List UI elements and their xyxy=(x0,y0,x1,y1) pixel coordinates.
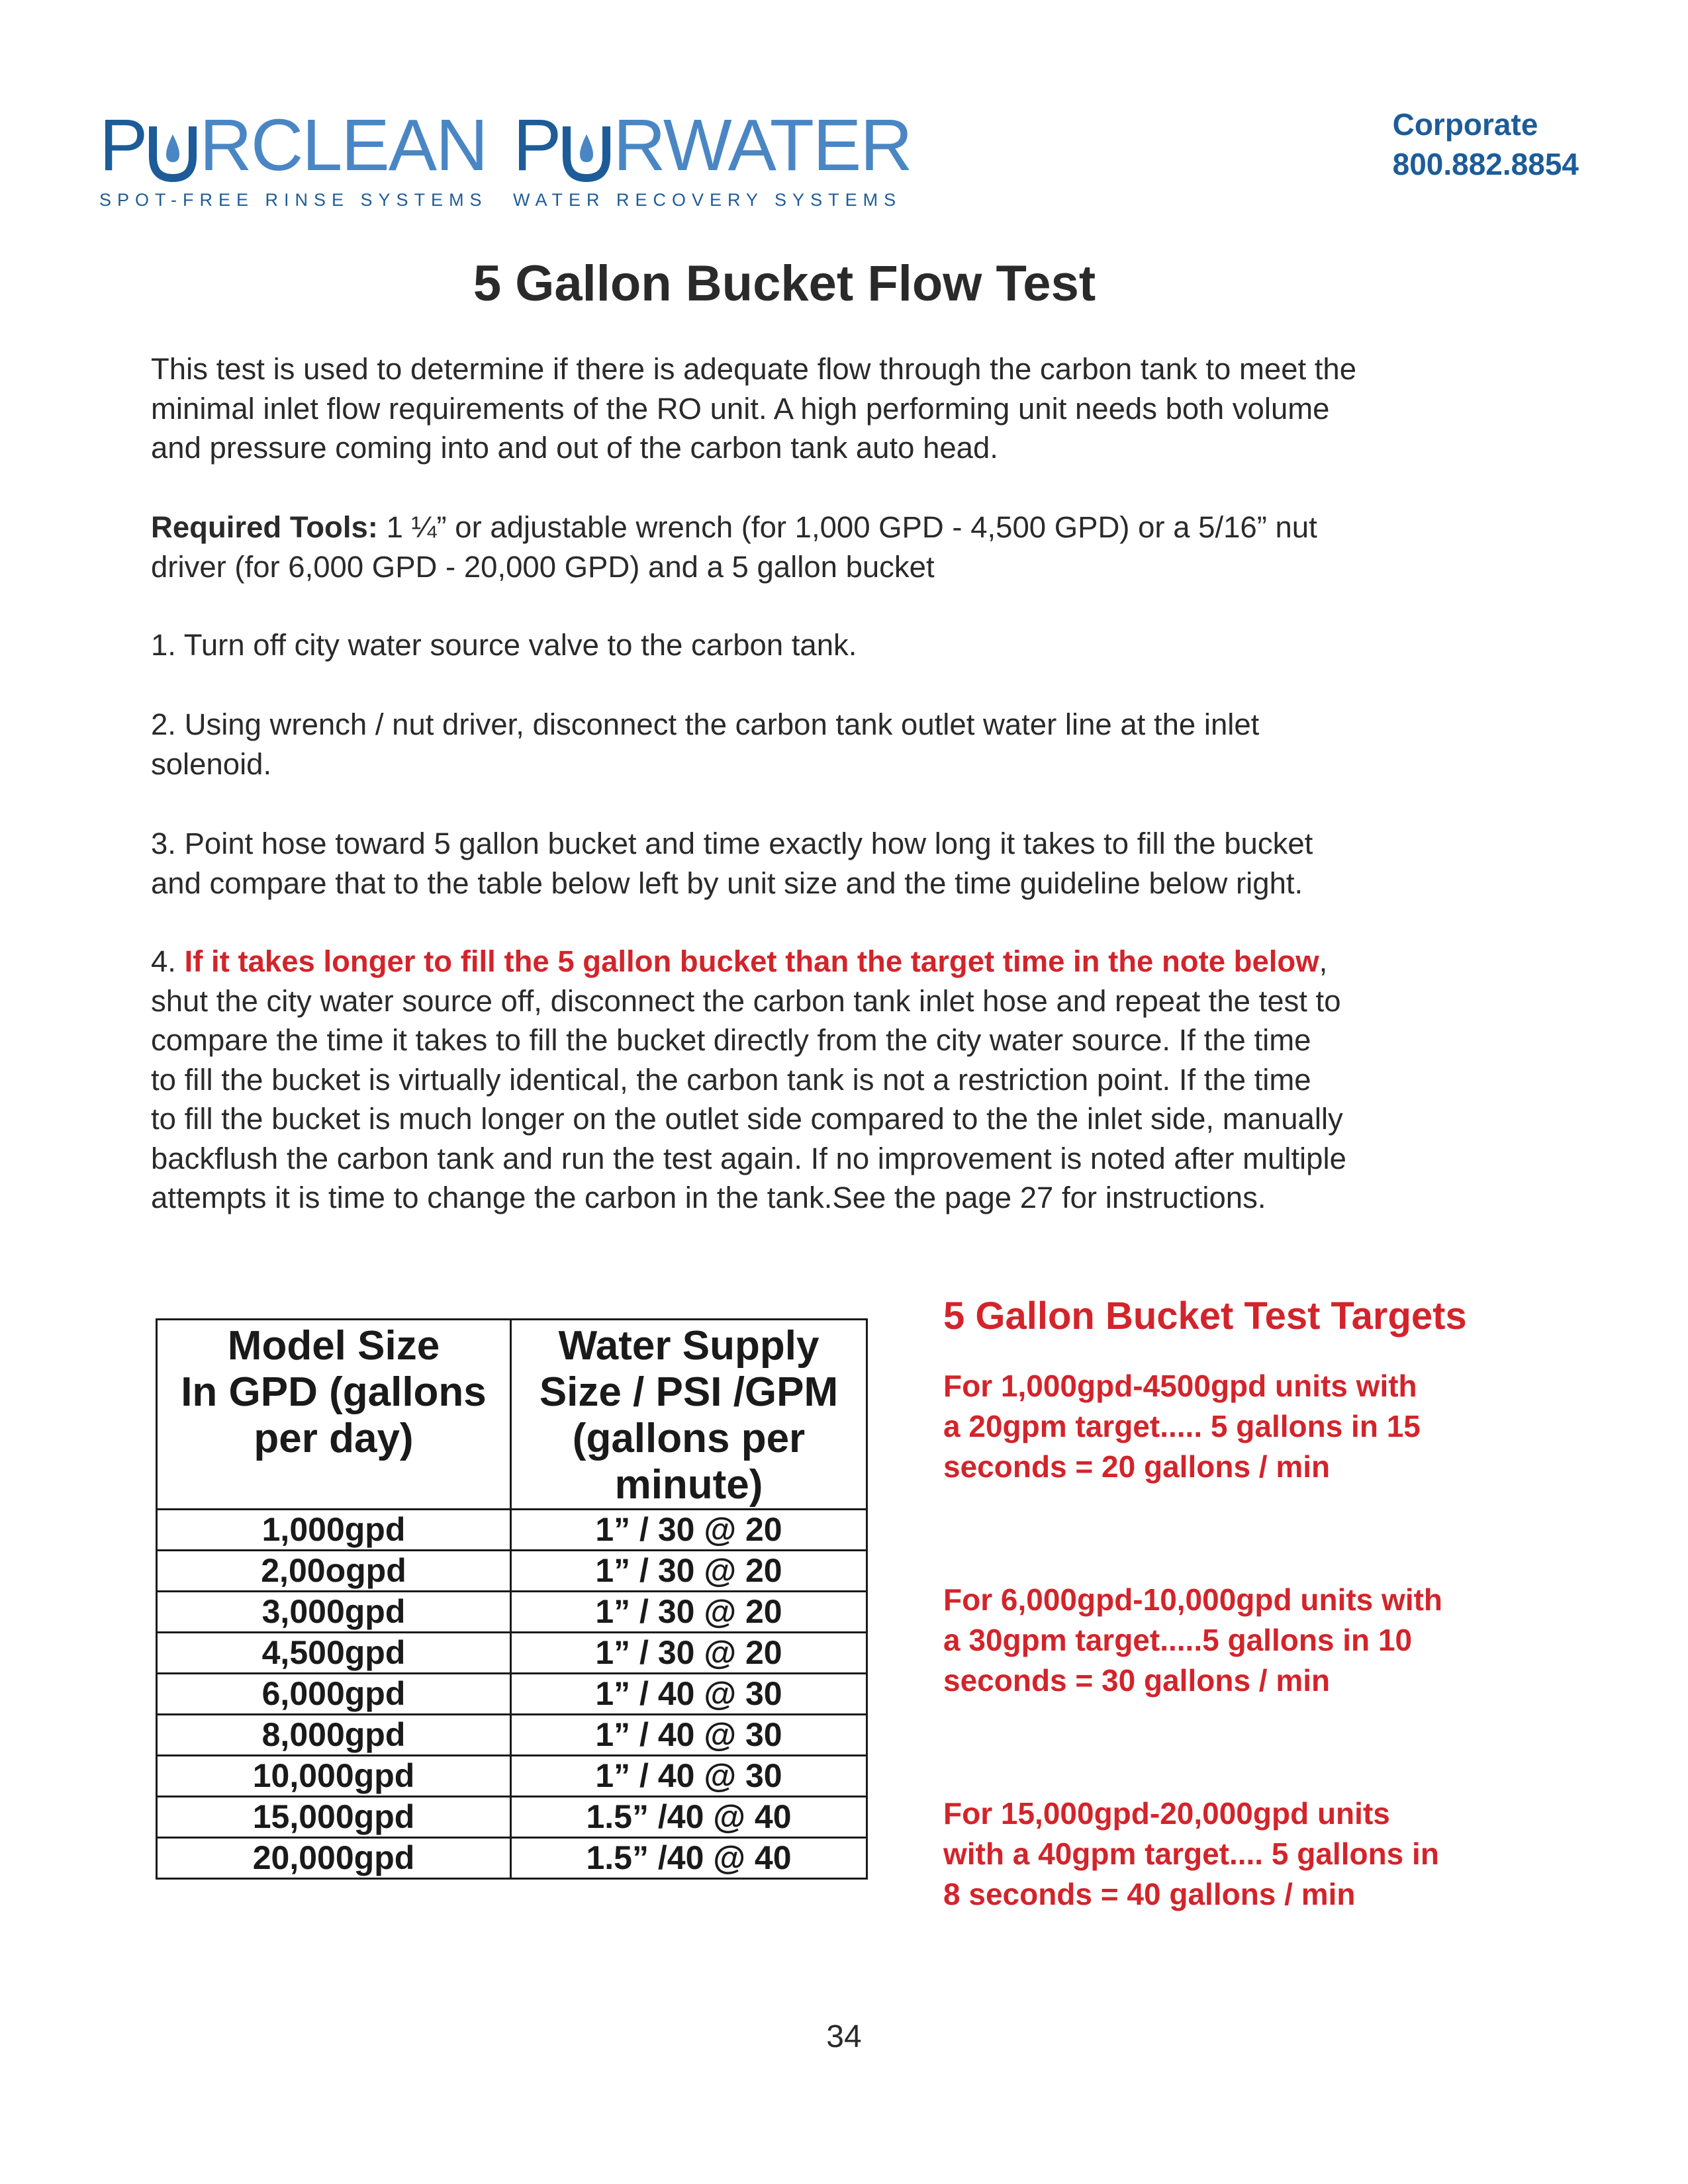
target-line: For 15,000gpd-20,000gpd units xyxy=(943,1796,1390,1831)
step-4-line: compare the time it takes to fill the bucket directly from the city water source. If the time xyxy=(151,1023,1311,1057)
water-supply-header xyxy=(511,1320,867,1510)
targets-heading: 5 Gallon Bucket Test Targets xyxy=(943,1295,1467,1338)
page-number: 34 xyxy=(826,2019,862,2054)
header-line: In GPD (gallons xyxy=(181,1369,487,1415)
model-cell: 2,00ogpd xyxy=(157,1551,511,1592)
step-4-line: shut the city water source off, disconnect the carbon tank inlet hose and repeat the test to xyxy=(151,983,1341,1018)
water-drop-u-icon xyxy=(563,122,610,182)
step-4-line: to fill the bucket is much longer on the outlet side compared to the the inlet side, manually xyxy=(151,1102,1343,1136)
required-tools-label: Required Tools: xyxy=(151,510,378,544)
model-cell: 1,000gpd xyxy=(157,1510,511,1551)
table-row xyxy=(157,1633,867,1674)
model-cell: 20,000gpd xyxy=(157,1838,511,1879)
step-4-line: to fill the bucket is virtually identical, the carbon tank is not a restriction point. If the time xyxy=(151,1062,1311,1097)
header-line: (gallons per xyxy=(572,1416,806,1461)
header-line: per day) xyxy=(254,1416,414,1461)
supply-cell: 1” / 40 @ 30 xyxy=(511,1756,867,1797)
header-line: Water Supply xyxy=(558,1323,820,1369)
table-row xyxy=(157,1551,867,1592)
table-header-row xyxy=(157,1320,867,1510)
intro-line: This test is used to determine if there is adequate flow through the carbon tank to meet the xyxy=(151,352,1357,386)
purwater-wordmark-p: P xyxy=(513,105,561,186)
model-cell: 4,500gpd xyxy=(157,1633,511,1674)
step-3-line: and compare that to the table below left by unit size and the time guideline below right. xyxy=(151,866,1303,900)
step-4-line xyxy=(151,942,1508,981)
intro-line: minimal inlet flow requirements of the RO unit. A high performing unit needs both volume xyxy=(151,391,1330,426)
flow-requirements-table xyxy=(156,1318,868,1880)
step-4-line: backflush the carbon tank and run the test again. If no improvement is noted after multiple xyxy=(151,1141,1346,1175)
supply-cell: 1” / 30 @ 20 xyxy=(511,1592,867,1633)
purclean-tagline: SPOT-FREE RINSE SYSTEMS xyxy=(99,190,488,210)
table-row xyxy=(157,1674,867,1715)
table-row xyxy=(157,1715,867,1756)
model-cell: 15,000gpd xyxy=(157,1797,511,1838)
step-1-text: 1. Turn off city water source valve to the carbon tank. xyxy=(151,628,857,662)
supply-cell: 1” / 40 @ 30 xyxy=(511,1715,867,1756)
corporate-phone[interactable]: 800.882.8854 xyxy=(1392,147,1579,181)
table-row xyxy=(157,1592,867,1633)
step-4-comma: , xyxy=(1319,944,1328,978)
table-row xyxy=(157,1838,867,1879)
target-note-40gpm xyxy=(943,1794,1539,1915)
purclean-wordmark-p: P xyxy=(99,105,147,186)
model-size-header xyxy=(157,1320,511,1510)
target-line: a 30gpm target.....5 gallons in 10 xyxy=(943,1623,1413,1657)
table-row xyxy=(157,1756,867,1797)
supply-cell: 1” / 30 @ 20 xyxy=(511,1510,867,1551)
step-4-prefix: 4. xyxy=(151,944,185,978)
target-line: For 1,000gpd-4500gpd units with xyxy=(943,1369,1417,1403)
step-3 xyxy=(151,824,1508,903)
purwater-wordmark xyxy=(513,105,912,186)
page-title: 5 Gallon Bucket Flow Test xyxy=(473,255,1096,312)
target-line: with a 40gpm target.... 5 gallons in xyxy=(943,1837,1439,1871)
purwater-logo xyxy=(513,105,912,210)
step-4-line: attempts it is time to change the carbon in the tank.See the page 27 for instructions. xyxy=(151,1181,1266,1214)
tools-line: driver (for 6,000 GPD - 20,000 GPD) and a 5 gallon bucket xyxy=(151,549,935,584)
supply-cell: 1” / 40 @ 30 xyxy=(511,1674,867,1715)
supply-cell: 1.5” /40 @ 40 xyxy=(511,1797,867,1838)
header-line: Model Size xyxy=(227,1323,440,1369)
step-4-warning: If it takes longer to fill the 5 gallon bucket than the target time in the note below xyxy=(184,944,1319,978)
purwater-tagline: WATER RECOVERY SYSTEMS xyxy=(513,190,902,210)
target-line: a 20gpm target..... 5 gallons in 15 xyxy=(943,1409,1421,1443)
supply-cell: 1” / 30 @ 20 xyxy=(511,1633,867,1674)
tools-line xyxy=(151,508,1508,547)
model-cell: 8,000gpd xyxy=(157,1715,511,1756)
header-line: Size / PSI /GPM xyxy=(539,1369,839,1415)
model-cell: 10,000gpd xyxy=(157,1756,511,1797)
target-note-30gpm xyxy=(943,1580,1539,1701)
purwater-wordmark-rest: RWATER xyxy=(613,105,912,186)
required-tools-paragraph xyxy=(151,508,1508,586)
supply-cell: 1” / 30 @ 20 xyxy=(511,1551,867,1592)
supply-cell: 1.5” /40 @ 40 xyxy=(511,1838,867,1879)
corporate-label: Corporate xyxy=(1392,107,1538,142)
step-3-line: 3. Point hose toward 5 gallon bucket and time exactly how long it takes to fill the bucket xyxy=(151,827,1313,860)
target-line: For 6,000gpd-10,000gpd units with xyxy=(943,1582,1443,1617)
purclean-logo xyxy=(99,105,488,210)
step-4 xyxy=(151,942,1508,1218)
model-cell: 3,000gpd xyxy=(157,1592,511,1633)
target-line: seconds = 20 gallons / min xyxy=(943,1449,1331,1484)
intro-line: and pressure coming into and out of the carbon tank auto head. xyxy=(151,431,998,465)
tools-text: 1 ¼” or adjustable wrench (for 1,000 GPD - 4,500 GPD) or a 5/16” nut xyxy=(377,510,1317,544)
corporate-contact xyxy=(1393,105,1579,184)
step-2-line: 2. Using wrench / nut driver, disconnect the carbon tank outlet water line at the inlet xyxy=(151,707,1260,741)
header-line: minute) xyxy=(614,1462,763,1508)
step-2 xyxy=(151,705,1508,784)
step-2-line: solenoid. xyxy=(151,747,272,781)
model-cell: 6,000gpd xyxy=(157,1674,511,1715)
target-line: seconds = 30 gallons / min xyxy=(943,1663,1331,1698)
table-row xyxy=(157,1797,867,1838)
table-row xyxy=(157,1510,867,1551)
intro-paragraph xyxy=(151,349,1508,468)
water-drop-u-icon xyxy=(149,122,197,182)
purclean-wordmark xyxy=(99,105,488,186)
target-note-20gpm xyxy=(943,1366,1539,1487)
target-line: 8 seconds = 40 gallons / min xyxy=(943,1877,1356,1911)
purclean-wordmark-rest: RCLEAN xyxy=(199,105,487,186)
step-1 xyxy=(151,625,1508,665)
